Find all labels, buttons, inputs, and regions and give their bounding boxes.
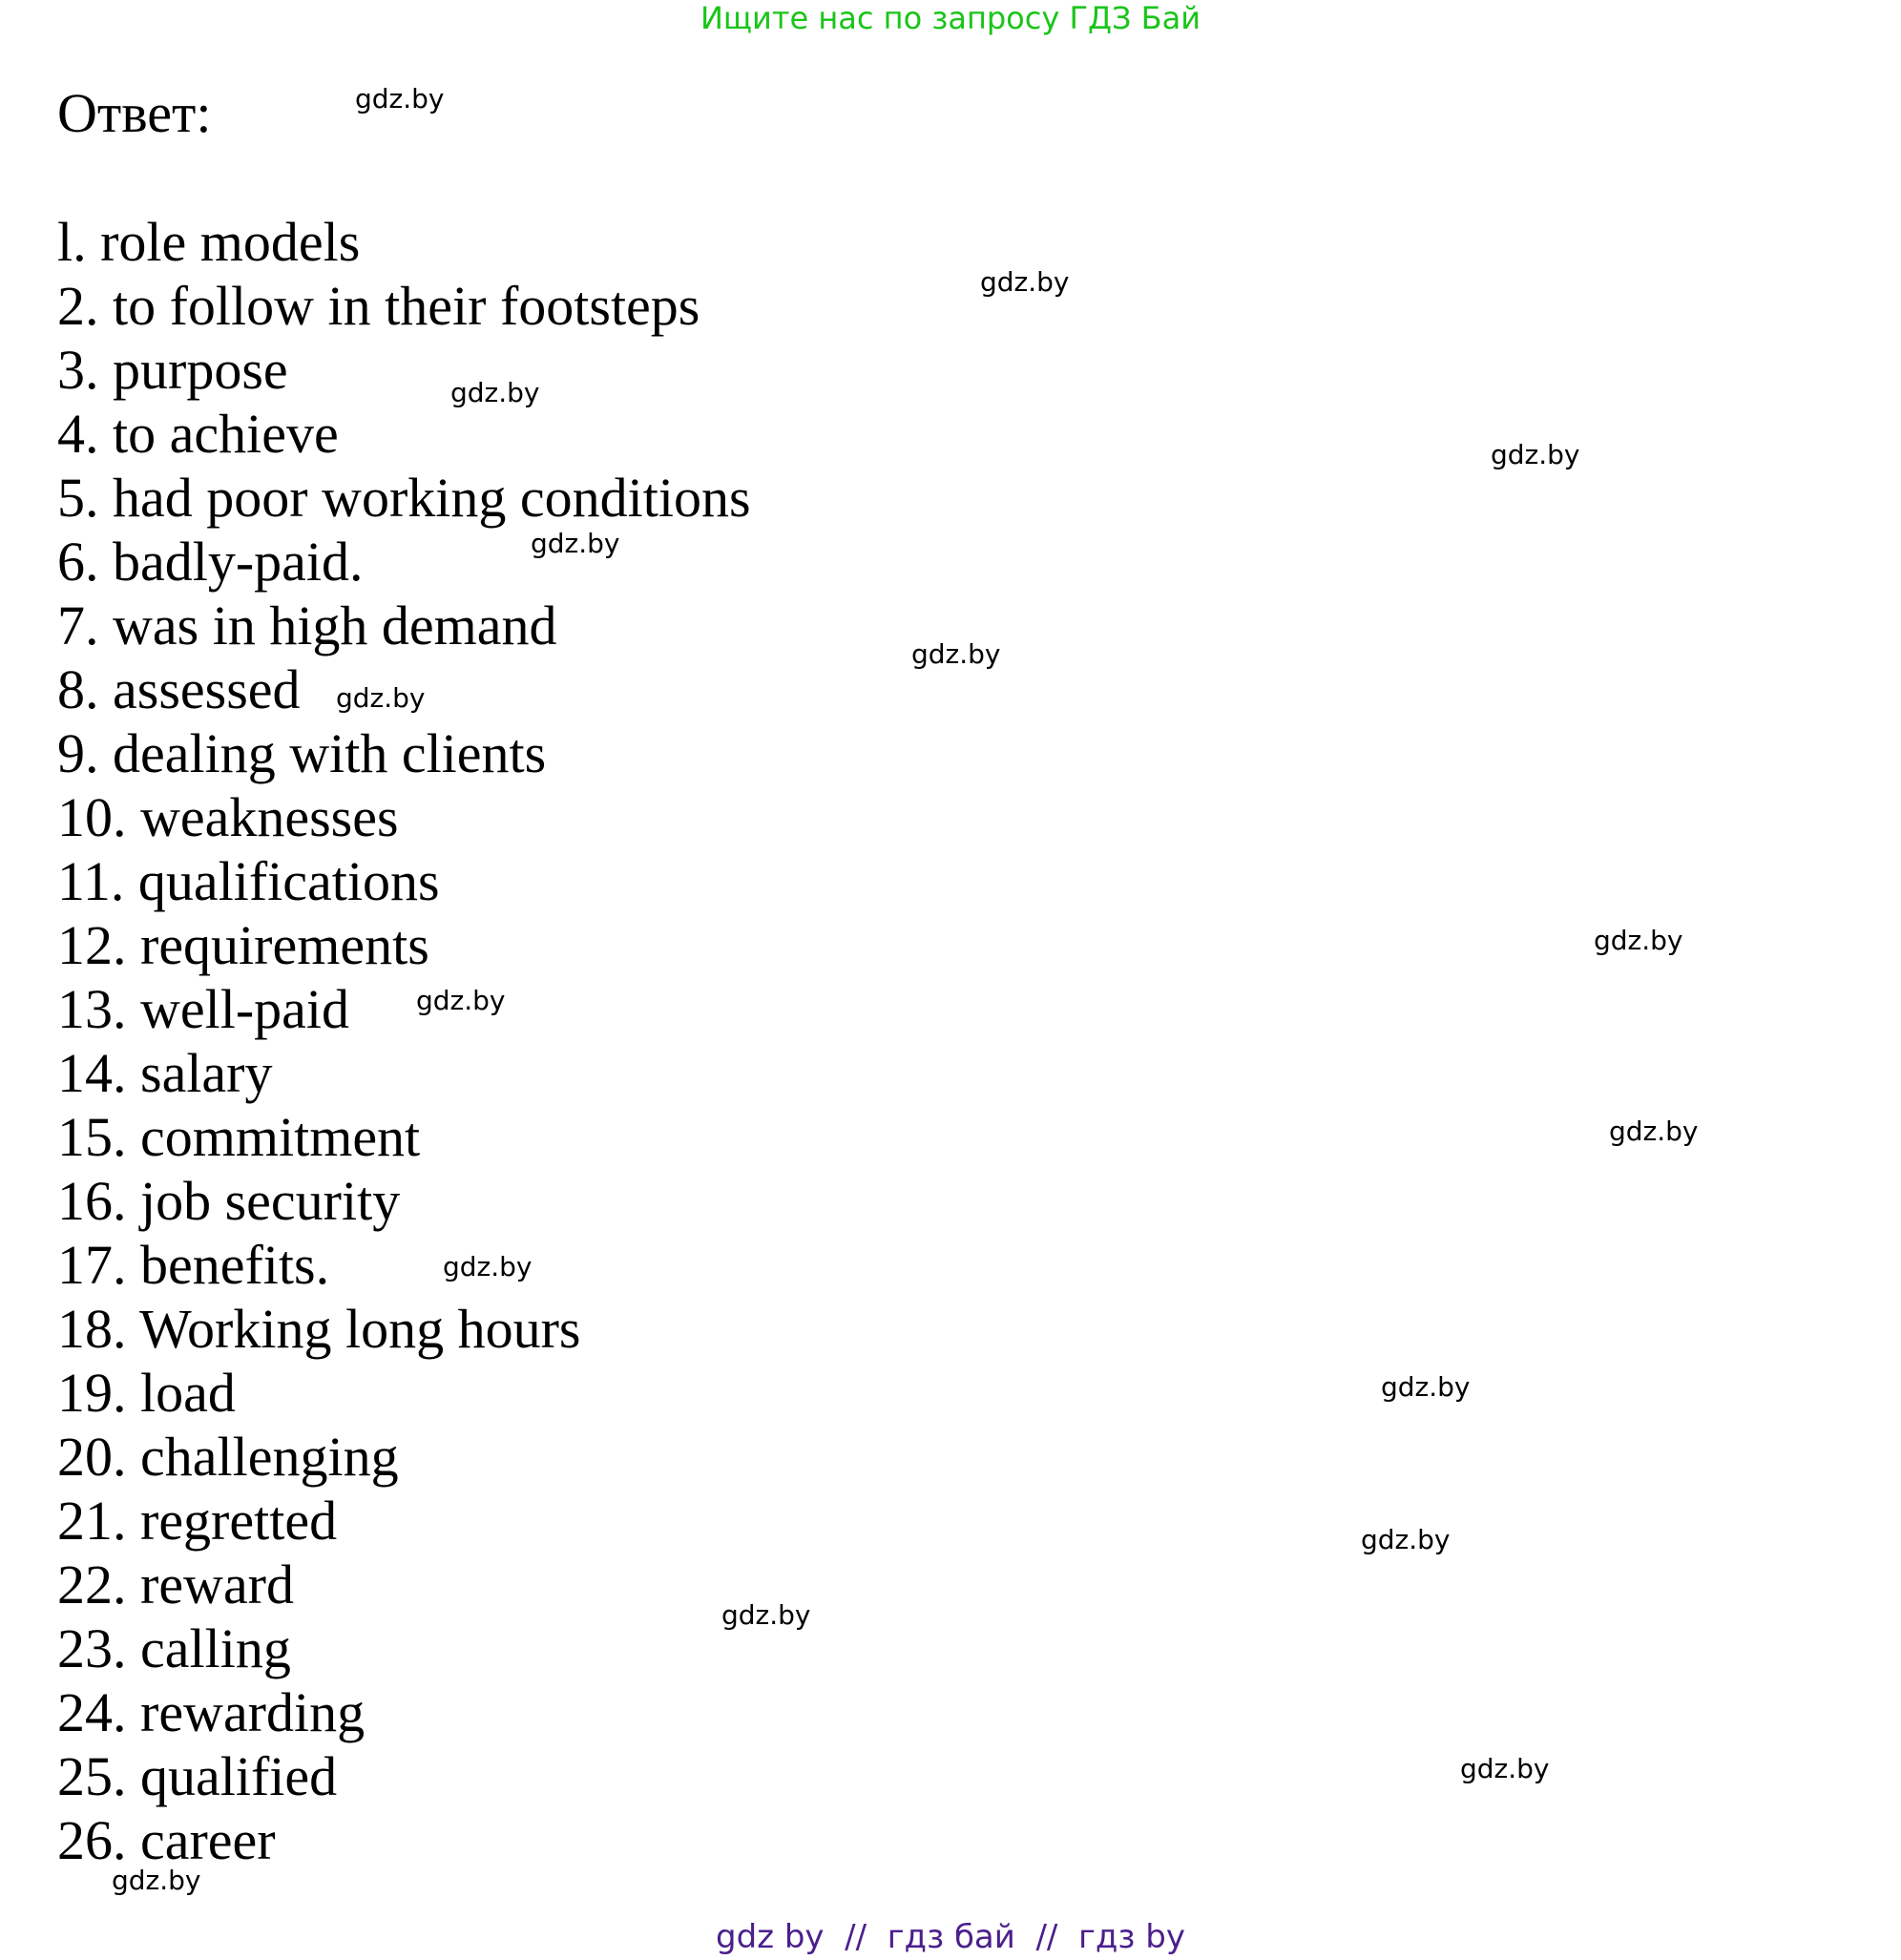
watermark: gdz.by [721, 1599, 811, 1631]
answer-item-2: 2. to follow in their footsteps [57, 275, 700, 337]
answer-item-15: 15. commitment [57, 1106, 421, 1168]
answer-item-3: 3. purpose [57, 339, 288, 401]
watermark: gdz.by [443, 1251, 533, 1282]
watermark: gdz.by [1609, 1116, 1699, 1147]
top-banner: Ищите нас по запросу ГДЗ Бай [700, 0, 1201, 36]
watermark: gdz.by [450, 377, 540, 408]
answer-item-14: 14. salary [57, 1042, 273, 1104]
answer-item-12: 12. requirements [57, 914, 429, 976]
answer-item-5: 5. had poor working conditions [57, 467, 751, 529]
answer-item-17: 17. benefits. [57, 1234, 330, 1296]
answer-list [57, 210, 751, 1872]
answer-item-7: 7. was in high demand [57, 594, 557, 657]
answer-heading: Ответ: [57, 82, 212, 144]
answer-item-23: 23. calling [57, 1617, 291, 1679]
watermark: gdz.by [112, 1865, 201, 1896]
answer-item-1: l. role models [57, 211, 361, 273]
watermark: gdz.by [355, 83, 445, 115]
answer-item-25: 25. qualified [57, 1745, 338, 1807]
answer-item-10: 10. weaknesses [57, 786, 399, 848]
watermark: gdz.by [1361, 1524, 1451, 1555]
watermark: gdz.by [336, 682, 426, 714]
answer-item-24: 24. rewarding [57, 1681, 366, 1743]
watermark: gdz.by [1460, 1753, 1550, 1784]
footer-links: gdz by // гдз бай // гдз by [716, 1918, 1185, 1956]
answer-item-16: 16. job security [57, 1170, 401, 1232]
answer-item-4: 4. to achieve [57, 403, 339, 465]
watermark: gdz.by [531, 528, 620, 559]
watermark: gdz.by [911, 638, 1001, 670]
answer-item-20: 20. challenging [57, 1426, 399, 1488]
answer-item-19: 19. load [57, 1362, 236, 1424]
watermark: gdz.by [1594, 925, 1683, 956]
watermark: gdz.by [1381, 1371, 1471, 1403]
answer-item-18: 18. Working long hours [57, 1298, 581, 1360]
answer-item-6: 6. badly-paid. [57, 531, 364, 593]
answer-item-21: 21. regretted [57, 1490, 338, 1552]
answer-item-13: 13. well-paid [57, 978, 350, 1040]
answer-item-9: 9. dealing with clients [57, 722, 547, 784]
answer-item-8: 8. assessed [57, 658, 301, 720]
answer-item-11: 11. qualifications [57, 850, 440, 912]
answer-item-22: 22. reward [57, 1553, 295, 1616]
watermark: gdz.by [980, 266, 1070, 298]
watermark: gdz.by [1491, 439, 1580, 470]
answer-item-26: 26. career [57, 1809, 276, 1871]
watermark: gdz.by [416, 985, 506, 1016]
